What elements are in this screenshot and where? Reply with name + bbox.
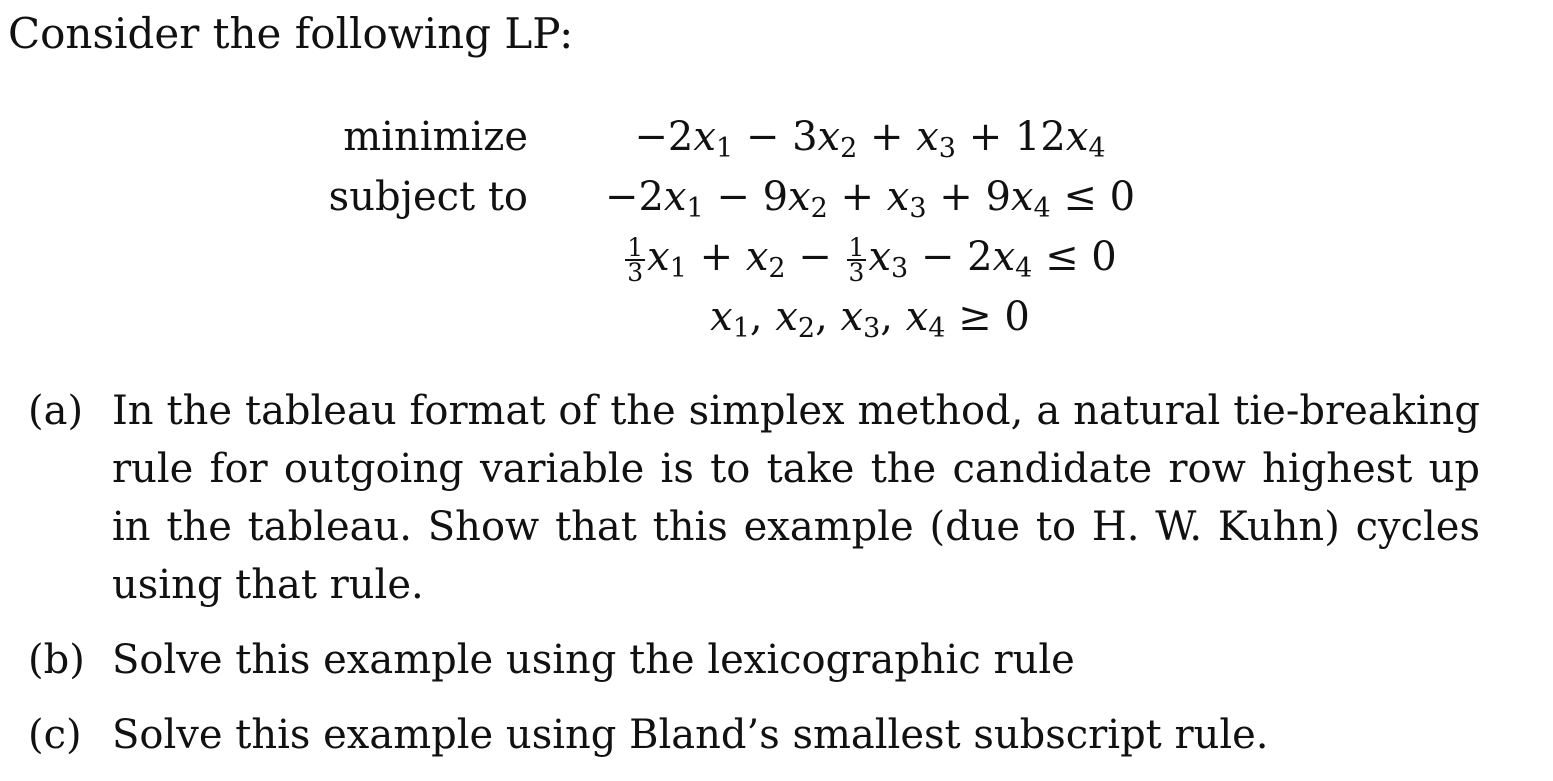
- math-text: +: [857, 114, 917, 160]
- math-text: ≤ 0: [1050, 174, 1136, 220]
- math-text: ,: [815, 294, 841, 340]
- math-text: + 12: [955, 114, 1066, 160]
- variable: $x_4$: [1065, 114, 1106, 164]
- question-part-c: [28, 706, 1528, 764]
- part-marker: (c): [28, 712, 82, 758]
- math-text: ,: [749, 294, 776, 340]
- part-marker: (a): [28, 388, 84, 434]
- problem-intro: Consider the following LP:: [8, 9, 574, 58]
- variable: $x_1$: [693, 114, 734, 164]
- question-parts: [28, 382, 1528, 781]
- part-text: Solve this example using Bland’s smallest subscript rule.: [112, 712, 1269, 758]
- objective-expression: [560, 107, 1180, 167]
- variable: $x_2$: [817, 114, 858, 164]
- variable: $x_2$: [788, 174, 828, 224]
- math-text: +: [686, 234, 746, 280]
- fraction: $\frac{1}{3}$: [848, 233, 865, 287]
- variable: $x_3$: [840, 294, 881, 344]
- math-text: ,: [880, 294, 906, 340]
- variable: $x_2$: [745, 234, 786, 284]
- math-text: −: [785, 234, 845, 280]
- constraint-1: [560, 167, 1180, 227]
- constraint-label: subject to: [328, 174, 528, 220]
- part-marker: (b): [28, 637, 85, 683]
- variable: $x_1$: [710, 294, 750, 344]
- lp-labels: [322, 107, 528, 227]
- variable: $x_3$: [886, 174, 927, 224]
- variable: $x_4$: [1010, 174, 1051, 224]
- fraction: $\frac{1}{3}$: [627, 233, 644, 287]
- math-text: +: [827, 174, 887, 220]
- math-text: + 9: [926, 174, 1011, 220]
- part-text: In the tableau format of the simplex method, a natural tie-breaking rule for outgoing variable is to take the candidate row highest up in the tableau. Show that this example (due to H. W. Kuhn) cycles using that rule.: [112, 388, 1480, 608]
- math-text: ≤ 0: [1032, 234, 1117, 280]
- variable: $x_1$: [663, 174, 704, 224]
- math-text: − 9: [703, 174, 789, 220]
- linear-program: [560, 107, 1180, 347]
- variable: $x_1$: [647, 234, 687, 284]
- math-text: − 2: [908, 234, 993, 280]
- variable: $x_4$: [905, 294, 946, 344]
- nonnegativity-constraint: [560, 287, 1180, 347]
- variable: $x_3$: [868, 234, 909, 284]
- math-text: ≥ 0: [945, 294, 1030, 340]
- variable: $x_3$: [916, 114, 956, 164]
- part-text: Solve this example using the lexicographic rule: [112, 637, 1075, 683]
- math-text: −2: [604, 174, 664, 220]
- math-text: −2: [634, 114, 694, 160]
- objective-label: minimize: [343, 114, 528, 160]
- question-part-a: [28, 382, 1528, 614]
- variable: $x_2$: [775, 294, 816, 344]
- question-part-b: [28, 631, 1528, 689]
- constraint-2: [560, 227, 1180, 287]
- math-text: − 3: [733, 114, 818, 160]
- variable: $x_4$: [992, 234, 1033, 284]
